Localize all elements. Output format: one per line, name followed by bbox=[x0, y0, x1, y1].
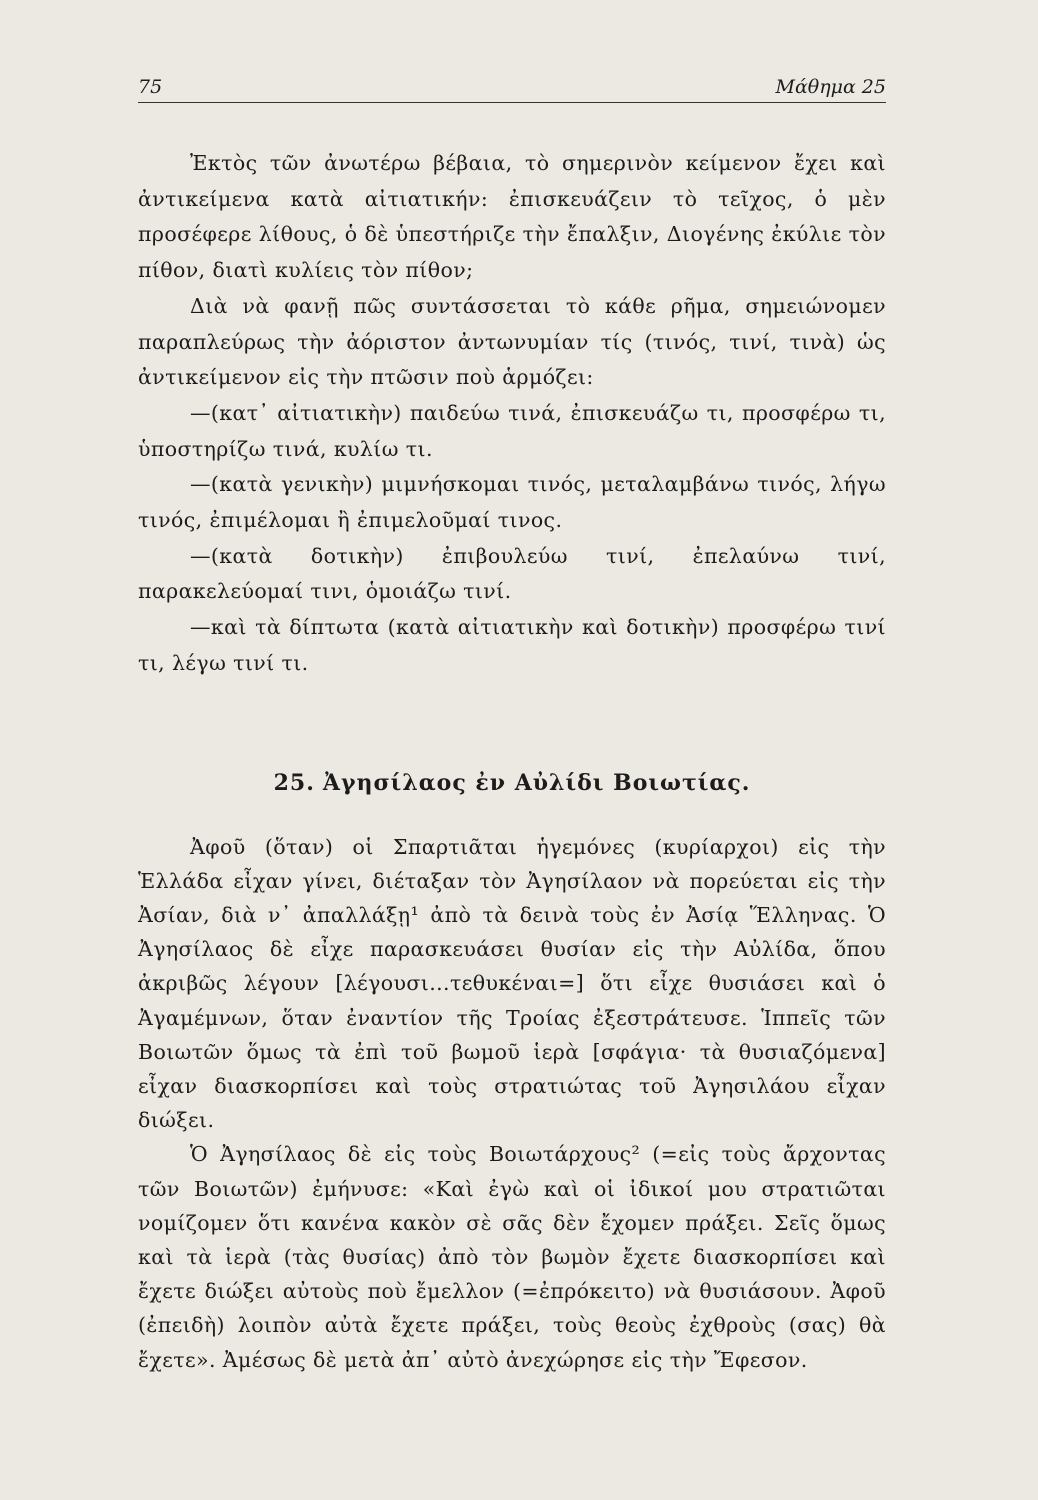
paragraph-double-case: —καὶ τὰ δίπτωτα (κατὰ αἰτιατικὴν καὶ δοτικὴν) προσφέρω τινί τι, λέγω τινί τι. bbox=[138, 615, 886, 675]
running-header bbox=[138, 72, 886, 103]
page-body bbox=[138, 146, 886, 1377]
paragraph-narrative-2: Ὁ Ἀγησίλαος δὲ εἰς τοὺς Βοιωτάρχους² (=εἰς τοὺς ἄρχοντας τῶν Βοιωτῶν) ἐμήνυσε: «Καὶ ἐγὼ καὶ οἱ ἰδικοί μου στρατιῶται νομίζομεν ὅτι κανένα κακὸν σὲ σᾶς δὲν ἔχομεν πράξει. Σεῖς ὅμως καὶ τὰ ἱερὰ (τὰς θυσίας) ἀπὸ τὸν βωμὸν ἔχετε διασκορπίσει καὶ ἔχετε διώξει αὐτοὺς ποὺ ἔμελλον (=ἐπρόκειτο) νὰ θυσιάσουν. Ἀφοῦ (ἐπειδὴ) λοιπὸν αὐτὰ ἔχετε πράξει, τοὺς θεοὺς ἐχθροὺς (σας) θὰ ἔχετε». Ἀμέσως δὲ μετὰ ἀπ᾽ αὐτὸ ἀνεχώρησε εἰς τὴν Ἔφεσον. bbox=[138, 1142, 886, 1372]
paragraph-dative: —(κατὰ δοτικὴν) ἐπιβουλεύω τινί, ἐπελαύνω τινί, παρακελεύομαί τινι, ὁμοιάζω τινί. bbox=[138, 543, 886, 604]
paragraph-intro: Ἐκτὸς τῶν ἀνωτέρω βέβαια, τὸ σημερινὸν κείμενον ἔχει καὶ ἀντικείμενα κατὰ αἰτιατικήν: ἐπισκευάζειν τὸ τεῖχος, ὁ μὲν προσέφερε λίθους, ὁ δὲ ὑπεστήριζε τὴν ἔπαλξιν, Διογένης ἐκύλιε τὸν πίθον, διατὶ κυλίεις τὸν πίθον; bbox=[138, 151, 886, 283]
paragraph-accusative: —(κατ᾽ αἰτιατικὴν) παιδεύω τινά, ἐπισκευάζω τι, προσφέρω τι, ὑποστηρίζω τινά, κυλίω τι. bbox=[138, 400, 886, 461]
paragraph-narrative-1: Ἀφοῦ (ὅταν) οἱ Σπαρτιᾶται ἡγεμόνες (κυρίαρχοι) εἰς τὴν Ἑλλάδα εἶχαν γίνει, διέταξαν τὸν Ἀγησίλαον νὰ πορεύεται εἰς τὴν Ἀσίαν, διὰ ν᾽ ἀπαλλάξῃ¹ ἀπὸ τὰ δεινὰ τοὺς ἐν Ἀσίᾳ Ἕλληνας. Ὁ Ἀγησίλαος δὲ εἶχε παρασκευάσει θυσίαν εἰς τὴν Αὐλίδα, ὅπου ἀκριβῶς λέγουν [λέγουσι...τεθυκέναι=] ὅτι εἶχε θυσιάσει καὶ ὁ Ἀγαμέμνων, ὅταν ἐναντίον τῆς Τροίας ἐξεστράτευσε. Ἱππεῖς τῶν Βοιωτῶν ὅμως τὰ ἐπὶ τοῦ βωμοῦ ἱερὰ [σφάγια· τὰ θυσιαζόμενα] εἶχαν διασκορπίσει καὶ τοὺς στρατιώτας τοῦ Ἀγησιλάου εἶχαν διώξει. bbox=[138, 834, 886, 1133]
paragraph-explanation: Διὰ νὰ φανῇ πῶς συντάσσεται τὸ κάθε ρῆμα, σημειώνομεν παραπλεύρως τὴν ἀόριστον ἀντωνυμίαν τίς (τινός, τινί, τινὰ) ὡς ἀντικείμενον εἰς τὴν πτῶσιν ποὺ ἁρμόζει: bbox=[138, 293, 886, 390]
section-heading bbox=[138, 770, 886, 796]
paragraph-genitive: —(κατὰ γενικὴν) μιμνήσκομαι τινός, μεταλαμβάνω τινός, λήγω τινός, ἐπιμέλομαι ἢ ἐπιμελοῦμαί τινος. bbox=[138, 472, 886, 533]
page-number: 75 bbox=[138, 76, 163, 98]
section-number: 25. bbox=[273, 769, 315, 796]
section-title: Ἀγησίλαος ἐν Αὐλίδι Βοιωτίας. bbox=[322, 769, 751, 796]
lesson-title: Μάθημα 25 bbox=[775, 76, 886, 98]
